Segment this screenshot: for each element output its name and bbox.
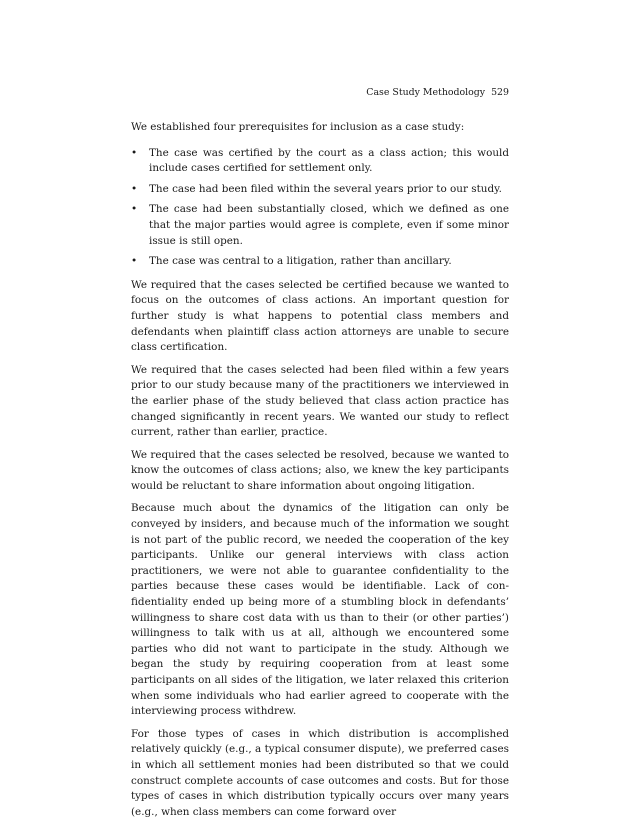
paragraph-filing-date: We required that the cases selected had been filed within a few years prior to our study because many of the practitioners we interviewed in the earlier phase of the study believed that class action practice has changed significantly in recent years. We wanted our study to reflect current, rather than earlier, practice. <box>131 363 509 439</box>
running-title: Case Study Methodology <box>366 87 486 98</box>
paragraph-certification: We required that the cases selected be certified because we wanted to focus on the outcomes of class actions. An important question for further study is what happens to potential class members and defendants when plaintiff class action attorneys are unable to secure class certification. <box>131 278 509 354</box>
list-item-text: The case was certified by the court as a class action; this would include cases certified for settlement only. <box>149 146 509 175</box>
list-item-text: The case was central to a litigation, rather than ancillary. <box>149 255 452 268</box>
paragraph-cooperation: Because much about the dynamics of the litigation can only be conveyed by insiders, and because much of the information we sought is not part of the public record, we needed the cooperation of the key participants. Unlike our general interviews with class action practitioners, we were not able to guarantee confidentiality to the parties because these cases would be identifiable. Lack of confidentiality ended up being more of a stumbling block in defendants’ willingness to share cost data with us than to their (or other parties’) willingness to talk with us at all, although we encountered some parties who did not want to participate in the study. Although we began the study by requiring cooperation from at least some participants on all sides of the litigation, we later relaxed this criterion when some individuals who had earlier agreed to cooperate with the interviewing process withdrew. <box>131 502 509 718</box>
bullet-icon: • <box>131 203 138 216</box>
list-item <box>131 182 509 198</box>
bullet-icon: • <box>131 146 138 159</box>
page-number: 529 <box>491 87 509 98</box>
intro-paragraph: We established four prerequisites for inclusion as a case study: <box>131 121 465 133</box>
list-item-text: The case had been filed within the several years prior to our study. <box>149 182 502 195</box>
running-header <box>131 87 509 99</box>
bullet-icon: • <box>131 255 138 268</box>
paragraph-distribution: For those types of cases in which distribution is accomplished relatively quickly (e.g., a typical consumer dispute), we preferred cases in which all settlement monies had been distributed so that we could construct complete accounts of case outcomes and costs. But for those types of cases in which distribution typically occurs over many years (e.g., when class members can come forward over <box>131 727 509 818</box>
list-item <box>131 202 509 249</box>
paragraph-resolution: We required that the cases selected be resolved, because we wanted to know the outcomes of class actions; also, we knew the key participants would be reluctant to share information about ongoing litigation. <box>131 448 509 492</box>
list-item <box>131 254 509 270</box>
body-text <box>131 120 509 827</box>
list-item <box>131 146 509 177</box>
prerequisites-list <box>131 146 509 270</box>
list-item-text: The case had been substantially closed, which we defined as one that the major parties would agree is complete, even if some minor issue is still open. <box>149 203 509 247</box>
bullet-icon: • <box>131 182 138 195</box>
